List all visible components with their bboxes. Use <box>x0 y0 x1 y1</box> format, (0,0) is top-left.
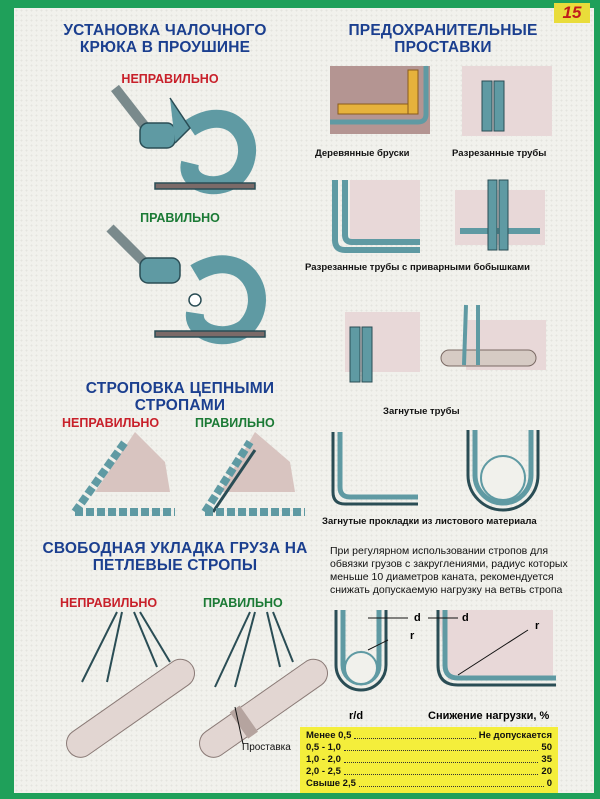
bent-sheet-pads-caption: Загнутые прокладки из листового материала <box>322 516 537 527</box>
hook-right-illustration <box>100 228 310 348</box>
chains-right-illustration <box>195 432 305 522</box>
hook-wrong-label: НЕПРАВИЛЬНО <box>121 72 219 86</box>
bent-sheet-pad-round-illustration <box>458 430 548 510</box>
loops-spacer-label: Проставка <box>242 742 291 753</box>
wood-blocks-caption: Деревянные бруски <box>315 148 410 159</box>
bend-radius-diagram <box>328 610 558 705</box>
chains-section-title: СТРОПОВКА ЦЕПНЫМИ СТРОПАМИ <box>85 380 275 414</box>
bent-sheet-pad-corner-illustration <box>328 432 418 512</box>
loops-right-label: ПРАВИЛЬНО <box>203 596 283 610</box>
table-cell-reduction: 0 <box>546 778 552 789</box>
wood-blocks-illustration <box>330 66 430 146</box>
hook-right-label: ПРАВИЛЬНО <box>140 211 220 225</box>
cut-pipes-caption: Разрезанные трубы <box>452 148 547 159</box>
table-cell-rd: 0,5 - 1,0 <box>306 742 341 753</box>
bent-pipes-left-illustration <box>325 312 420 392</box>
table-cell-reduction: 50 <box>541 742 552 753</box>
hook-wrong-illustration <box>95 88 295 198</box>
chains-wrong-illustration <box>65 432 175 522</box>
bent-pipes-caption: Загнутые трубы <box>383 406 460 417</box>
table-cell-rd: 2,0 - 2,5 <box>306 766 341 777</box>
table-cell-rd: 1,0 - 2,0 <box>306 754 341 765</box>
bent-pipes-right-illustration <box>436 305 546 385</box>
chains-wrong-label: НЕПРАВИЛЬНО <box>62 416 160 430</box>
spacers-section-title: ПРЕДОХРАНИТЕЛЬНЫЕ ПРОСТАВКИ <box>348 22 538 56</box>
table-row <box>306 754 552 766</box>
hook-section-title: УСТАНОВКА ЧАЛОЧНОГО КРЮКА В ПРОУШИНЕ <box>63 22 267 56</box>
table-cell-reduction: Не допускается <box>478 730 552 741</box>
load-reduction-table <box>300 727 558 793</box>
loops-wrong-label: НЕПРАВИЛЬНО <box>60 596 158 610</box>
table-cell-rd: Менее 0,5 <box>306 730 352 741</box>
diagram-d-label-left: d <box>414 612 421 624</box>
column-reduction-label: Снижение нагрузки, % <box>428 710 550 722</box>
cut-pipes-welded-left-illustration <box>330 180 420 260</box>
cut-pipes-welded-right-illustration <box>455 180 545 260</box>
diagram-d-label-right: d <box>462 612 469 624</box>
column-rd-label: r/d <box>349 710 364 722</box>
table-row <box>306 742 552 754</box>
diagram-r-label-left: r <box>410 630 415 642</box>
table-row <box>306 766 552 778</box>
table-cell-reduction: 20 <box>541 766 552 777</box>
table-cell-rd: Свыше 2,5 <box>306 778 356 789</box>
table-cell-reduction: 35 <box>541 754 552 765</box>
page-number: 15 <box>554 3 590 23</box>
table-row <box>306 730 552 742</box>
loops-section-title: СВОБОДНАЯ УКЛАДКА ГРУЗА НА ПЕТЛЕВЫЕ СТРОПЫ <box>42 540 308 574</box>
chains-right-label: ПРАВИЛЬНО <box>195 416 275 430</box>
table-row <box>306 778 552 790</box>
reduction-note: При регулярном использовании стропов для обвязки грузов с закруглениями, радиус которых меньше 10 диаметров каната, рекомендуется снижать допускаемую нагрузку на ветвь стропа <box>330 545 568 596</box>
loops-wrong-illustration <box>62 612 192 782</box>
cut-pipes-welded-caption: Разрезанные трубы с приварными бобышками <box>305 262 530 273</box>
diagram-r-label-right: r <box>535 620 540 632</box>
cut-pipes-illustration <box>462 66 552 146</box>
